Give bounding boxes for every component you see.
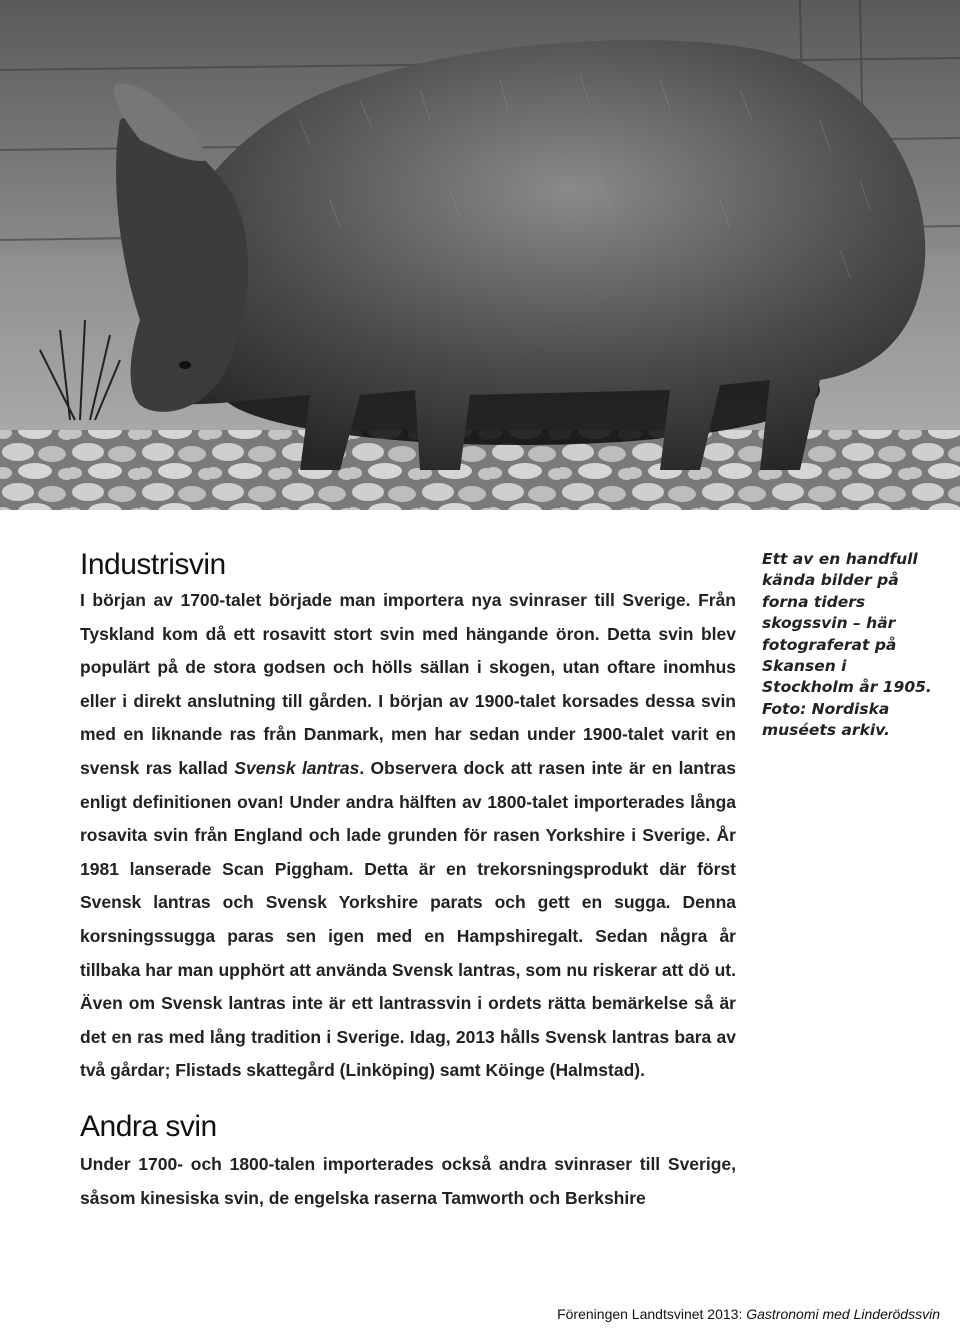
page-footer (557, 1306, 940, 1322)
pig-photo (0, 0, 960, 510)
photo-caption: Ett av en handfull kända bilder på forna tiders skogssvin – här fotograferat på Skansen i Stockholm år 1905. Foto: Nordiska muséets arkiv. (762, 550, 932, 740)
section-title-industrisvin: Industrisvin (80, 548, 226, 581)
footer-publication: Gastronomi med Linderödssvin (746, 1306, 940, 1322)
section-paragraph-andra-svin: Under 1700- och 1800-talen importerades också andra svinraser till Sverige, såsom kinesiska svin, de engelska raserna Tamworth och Berkshire (80, 1154, 736, 1208)
breed-name-italic: Svensk lantras (234, 757, 360, 778)
pig-photo-icon (0, 0, 960, 510)
paragraph-text-rest: . Observera dock att rasen inte är en lantras enligt definitionen ovan! Under andra hälften av 1800-talet importerades långa rosavita svin från England och lade grunden för rasen Yorkshire i Sverige. År 1981 lanserade Scan Piggham. Detta är en trekorsningsprodukt där först Svensk lantras och Svensk Yorkshire parats och gett en sugga. Denna korsningssugga paras sen igen med en Hampshiregalt. Sedan några år tillbaka har man upphört att använda Svensk lantras, som nu riskerar att dö ut. Även om Svensk lantras inte är ett lantrassvin i ordets rätta bemärkelse så är det en ras med lång tradition i Sverige. Idag, 2013 hålls Svensk lantras bara av två gårdar; Flistads skattegård (Linköping) samt Köinge (Halmstad). (80, 757, 737, 1081)
section-title-andra-svin: Andra svin (80, 1110, 217, 1143)
footer-org: Föreningen Landtsvinet 2013: (557, 1306, 747, 1322)
section-paragraph-industrisvin (80, 584, 736, 1088)
paragraph-text: I början av 1700-talet började man importera nya svinraser till Sverige. Från Tyskland kom då ett rosavitt stort svin med hängande öron. Detta svin blev populärt på de stora godsen och hölls sällan i skogen, utan oftare inomhus eller i direkt anslutning till gården. I början av 1900-talet korsades dessa svin med en liknande ras från Danmark, men har sedan under 1900-talet varit en svensk ras kallad (80, 590, 736, 778)
